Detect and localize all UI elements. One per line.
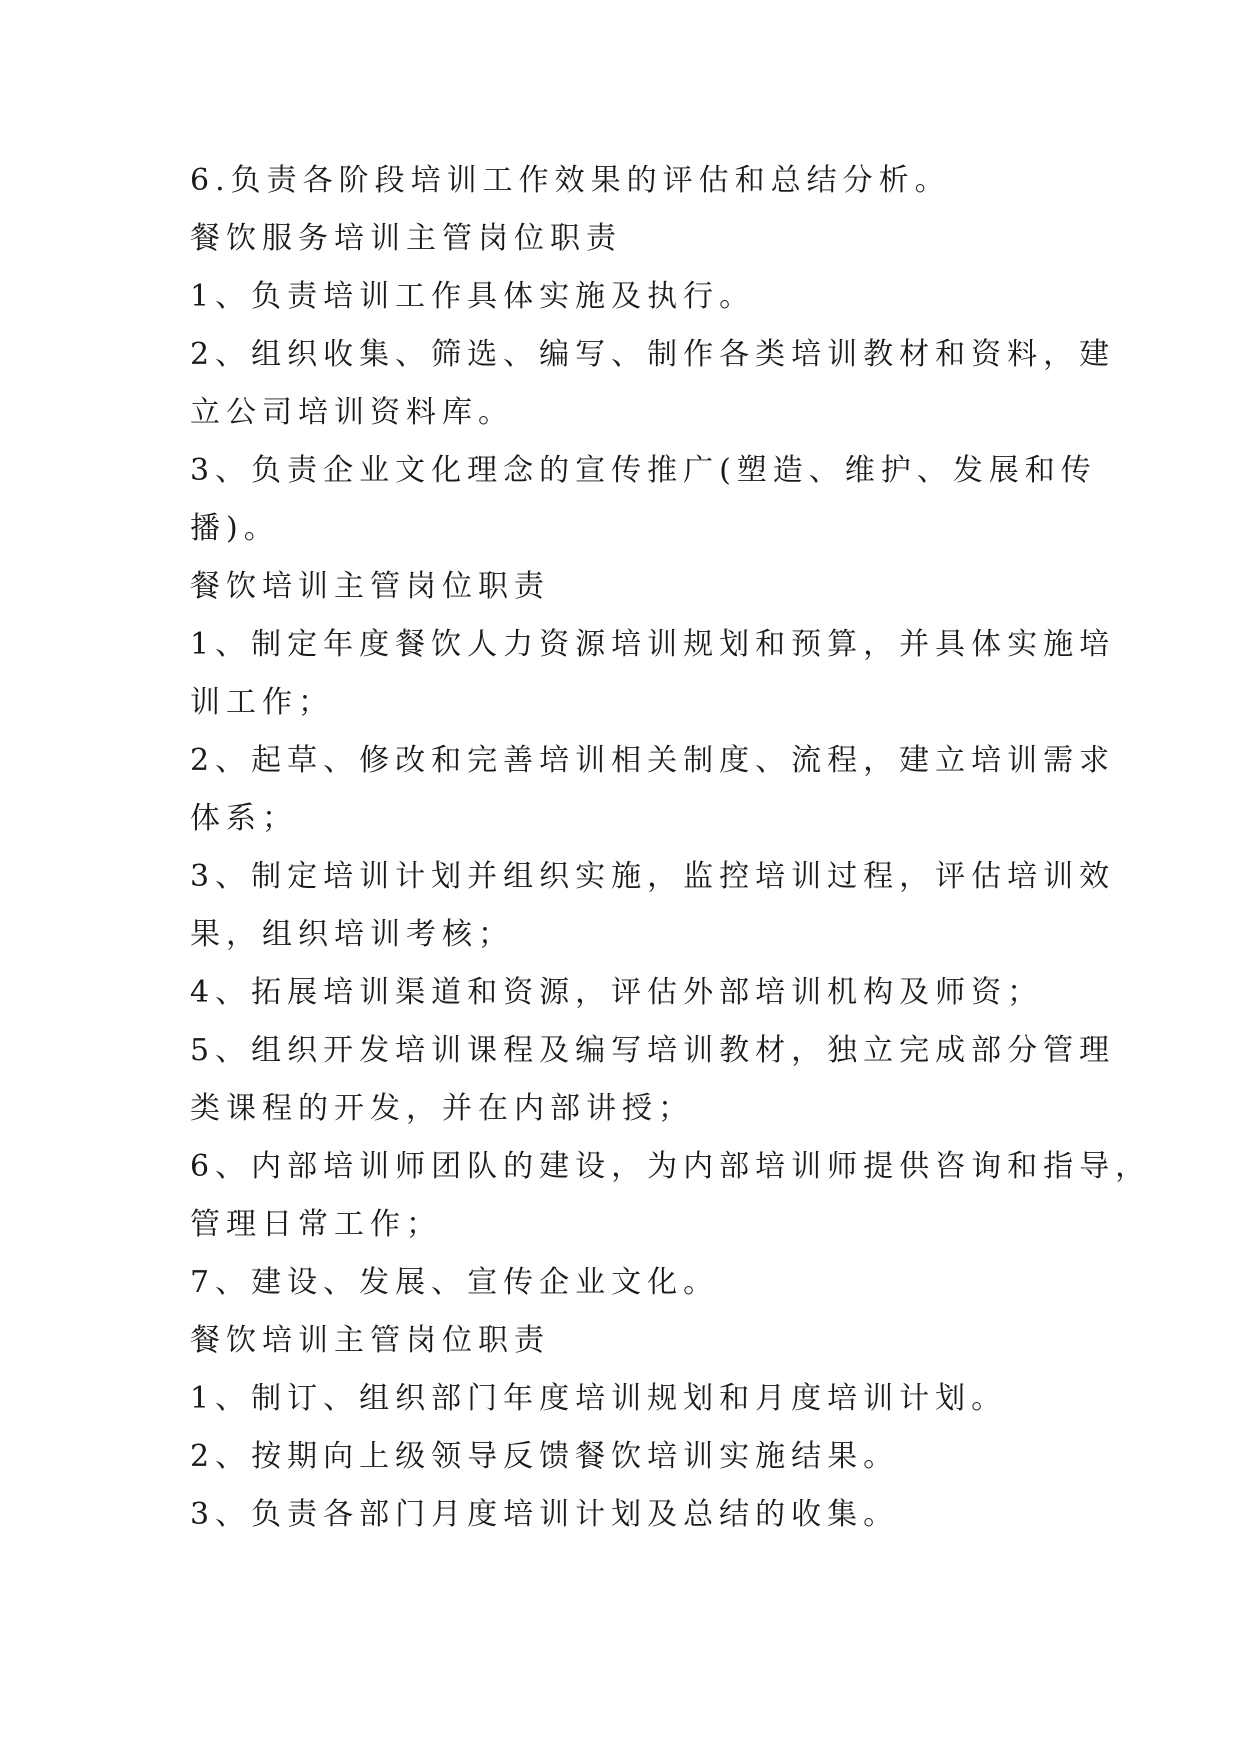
text-line: 4、拓展培训渠道和资源，评估外部培训机构及师资； xyxy=(190,975,1044,1010)
text-line: 3、制定培训计划并组织实施，监控培训过程，评估培训效 xyxy=(190,859,1116,894)
text-line: 3、负责企业文化理念的宣传推广(塑造、维护、发展和传 xyxy=(190,453,1097,488)
text-line: 体系； xyxy=(190,801,298,836)
text-line: 5、组织开发培训课程及编写培训教材，独立完成部分管理 xyxy=(190,1033,1116,1068)
text-line: 3、负责各部门月度培训计划及总结的收集。 xyxy=(190,1497,900,1532)
text-line: 果，组织培训考核； xyxy=(190,917,514,952)
text-line: 立公司培训资料库。 xyxy=(190,395,514,430)
text-line: 播)。 xyxy=(190,511,280,546)
section-heading: 餐饮服务培训主管岗位职责 xyxy=(190,221,622,256)
text-line: 1、制订、组织部门年度培训规划和月度培训计划。 xyxy=(190,1381,1008,1416)
text-line: 2、按期向上级领导反馈餐饮培训实施结果。 xyxy=(190,1439,900,1474)
text-line: 管理日常工作； xyxy=(190,1207,442,1242)
text-line: 1、负责培训工作具体实施及执行。 xyxy=(190,279,756,314)
text-line: 1、制定年度餐饮人力资源培训规划和预算，并具体实施培 xyxy=(190,627,1116,662)
text-line: 7、建设、发展、宣传企业文化。 xyxy=(190,1265,720,1300)
section-heading: 餐饮培训主管岗位职责 xyxy=(190,569,550,604)
text-line: 训工作； xyxy=(190,685,334,720)
text-line: 6、内部培训师团队的建设，为内部培训师提供咨询和指导， xyxy=(190,1149,1152,1184)
text-line: 2、组织收集、筛选、编写、制作各类培训教材和资料，建 xyxy=(190,337,1116,372)
document-body xyxy=(190,152,1152,1544)
text-line: 2、起草、修改和完善培训相关制度、流程，建立培训需求 xyxy=(190,743,1116,778)
section-heading: 餐饮培训主管岗位职责 xyxy=(190,1323,550,1358)
text-line: 6.负责各阶段培训工作效果的评估和总结分析。 xyxy=(190,163,951,198)
text-line: 类课程的开发，并在内部讲授； xyxy=(190,1091,694,1126)
